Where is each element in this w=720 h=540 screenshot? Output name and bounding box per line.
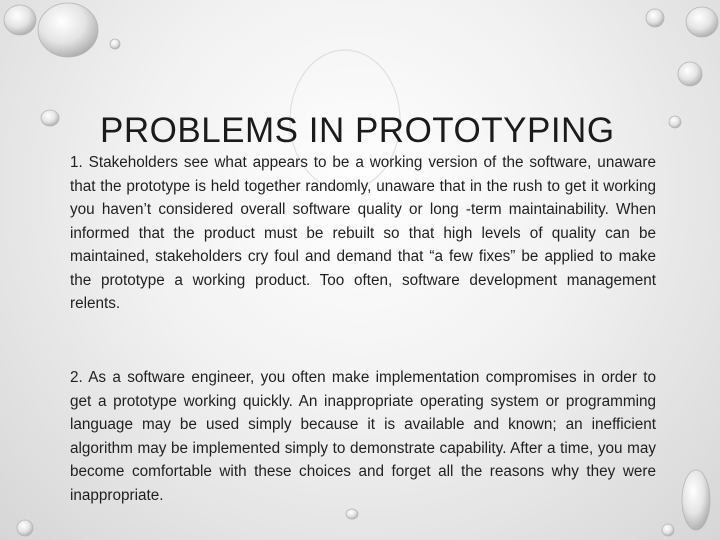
water-drop: [662, 524, 674, 536]
water-drop: [646, 9, 664, 27]
water-drop: [4, 5, 36, 35]
water-drop: [686, 7, 718, 37]
water-drop: [669, 116, 681, 128]
water-drop: [38, 3, 98, 57]
paragraph-problem-1: 1. Stakeholders see what appears to be a working version of the software, unaware that the prototype is held together randomly, unaware that in the rush to get it working you haven’t considered overall software quality or long -term maintainability. When informed that the product must be rebuilt so that high levels of quality can be maintained, stakeholders cry foul and demand that “a few fixes” be applied to make the prototype a working product. Too often, software development management relents.: [70, 154, 656, 312]
water-drop: [17, 520, 33, 536]
water-drop: [346, 509, 358, 519]
water-drop: [41, 110, 59, 126]
paragraph-problem-2: 2. As a software engineer, you often make implementation compromises in order to get a prototype working quickly. An inappropriate operating system or programming language may be used simply because it is available and known; an inefficient algorithm may be implemented simply to demonstrate capability. After a time, you may become comfortable with these choices and forget all the reasons why they were inappropriate.: [70, 369, 656, 504]
slide-title: PROBLEMS IN PROTOTYPING: [100, 111, 615, 151]
water-drop: [110, 39, 120, 49]
water-drop: [678, 62, 702, 86]
water-drop: [682, 470, 710, 530]
